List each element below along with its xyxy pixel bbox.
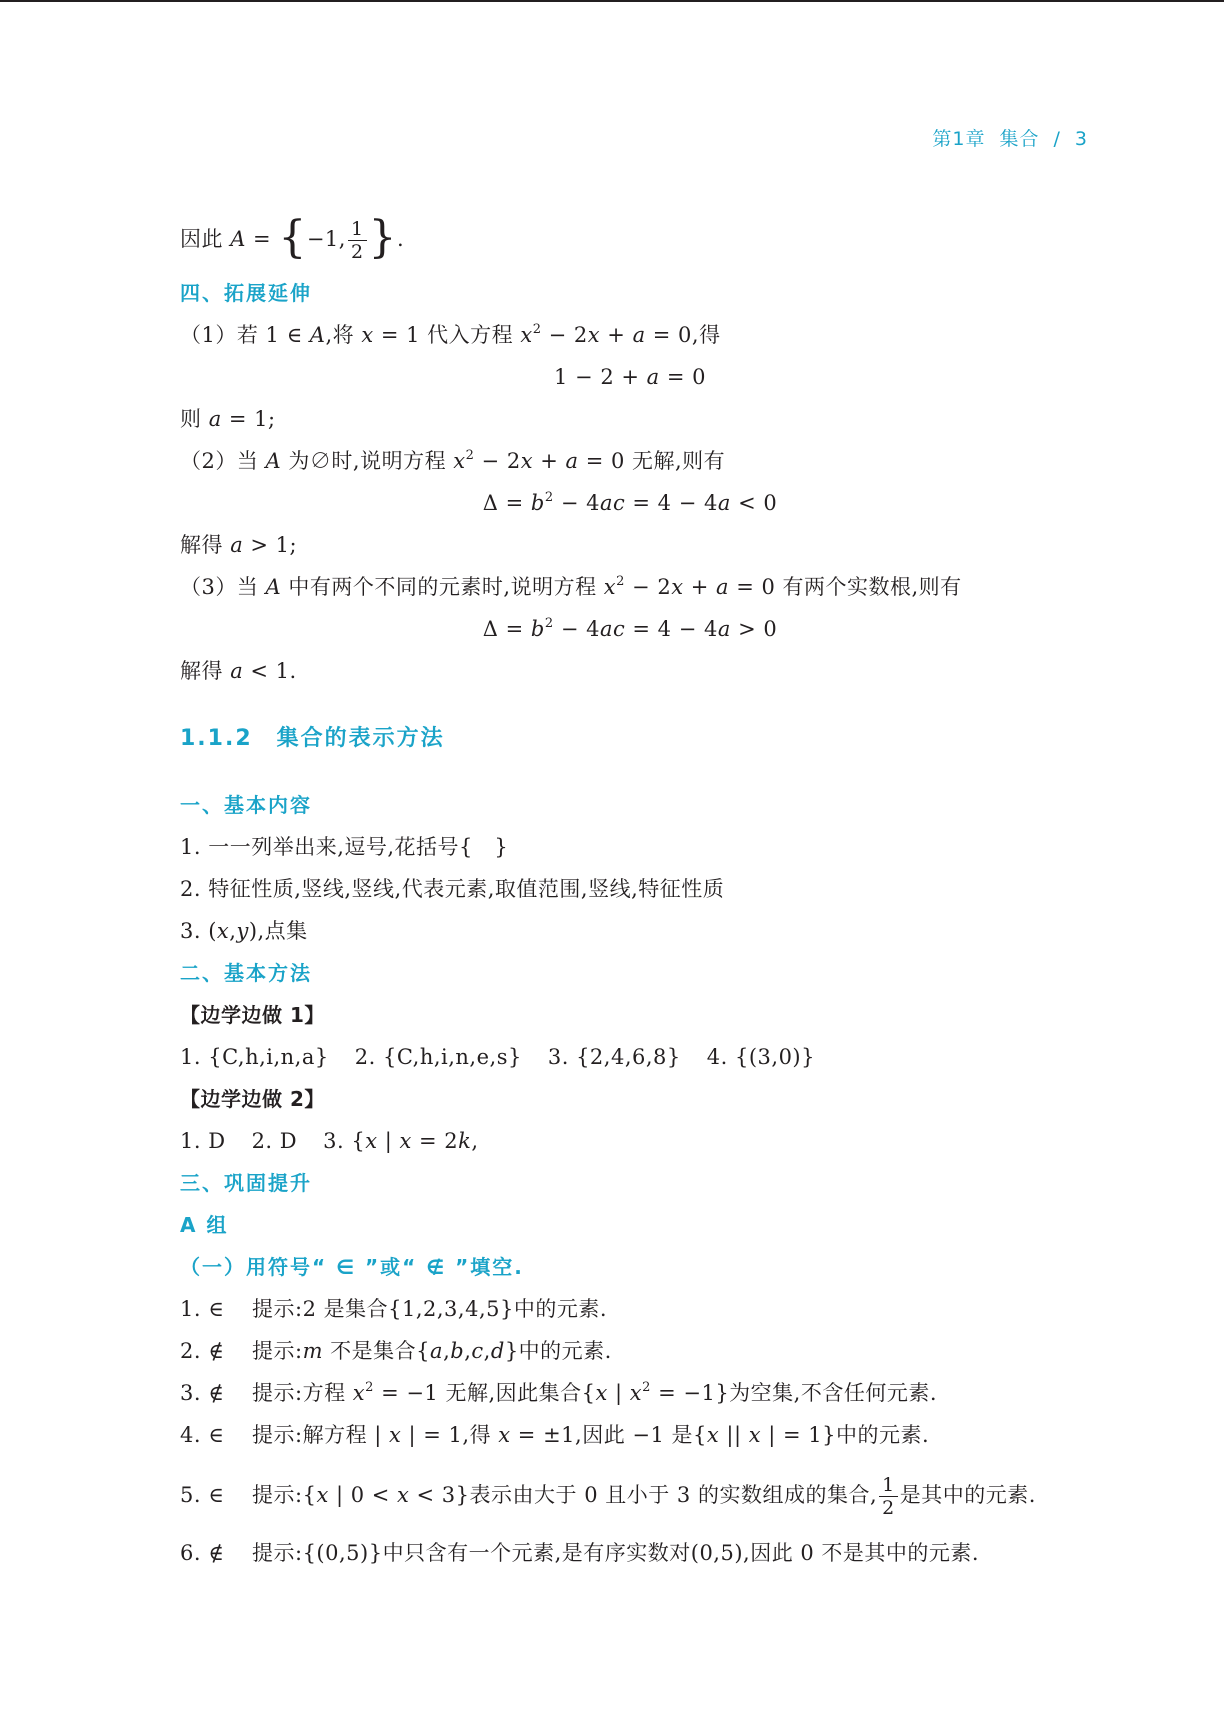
text-fragment: b	[530, 617, 545, 641]
chapter-title: 集合	[999, 128, 1040, 150]
text-fragment: | = 1}中的元素.	[761, 1423, 930, 1447]
heading-basic-method: 二、基本方法	[180, 961, 312, 985]
text-fragment: }中的元素.	[504, 1339, 612, 1363]
text-fragment: 2	[350, 241, 364, 263]
text-fragment: d	[490, 1339, 505, 1363]
text-fragment: = 4 − 4	[625, 491, 718, 515]
section-title	[180, 724, 445, 754]
heading-extension: 四、拓展延伸	[180, 281, 312, 305]
exercise-label-1: 【边学边做 1】	[180, 1003, 325, 1027]
text-fragment: 1	[348, 218, 367, 241]
text-fragment: 2. {C,h,i,n,e,s}	[354, 1045, 522, 1069]
text-fragment: a	[230, 533, 244, 557]
text-fragment: c	[471, 1339, 484, 1363]
text-fragment: 2. ∉	[180, 1339, 225, 1363]
text-fragment: 4. ∈	[180, 1423, 225, 1447]
text-fragment: | 0 <	[328, 1483, 398, 1507]
heading-consolidate: 三、巩固提升	[180, 1171, 312, 1195]
text-fragment: x	[595, 1381, 608, 1405]
text-fragment: ,	[471, 1129, 479, 1153]
text-fragment: a	[717, 491, 731, 515]
answer-6	[180, 1538, 979, 1568]
text-fragment: = 4 − 4	[625, 617, 718, 641]
text-fragment: ac	[599, 617, 626, 641]
text-fragment: 中有两个不同的元素时,说明方程	[281, 575, 604, 599]
text-fragment: 提示:方程	[252, 1381, 353, 1405]
text-fragment: .	[397, 227, 405, 251]
conclusion-line	[180, 212, 405, 263]
equation-3	[180, 614, 1080, 644]
text-fragment: +	[600, 323, 633, 347]
text-fragment: − 4	[553, 491, 600, 515]
text-fragment: = 2	[411, 1129, 459, 1153]
text-fragment: > 1;	[243, 533, 298, 557]
text-fragment: |	[607, 1381, 630, 1405]
answer-2	[180, 1336, 612, 1366]
fraction-half	[348, 218, 367, 263]
text-fragment: =	[245, 227, 279, 251]
extension-item-2	[180, 446, 725, 476]
text-fragment: 提示:{(0,5)}中只含有一个元素,是有序实数对(0,5),因此 0 不是其中的元素.	[252, 1541, 980, 1565]
text-fragment: （1）若 1 ∈	[180, 323, 310, 347]
text-fragment: x	[397, 1483, 410, 1507]
chapter-number: 第1章	[932, 128, 986, 150]
exercise-label-2: 【边学边做 2】	[180, 1087, 325, 1111]
text-fragment: 2	[882, 1497, 895, 1519]
text-fragment: 5. ∈	[180, 1483, 225, 1507]
text-fragment: x	[520, 449, 534, 473]
text-fragment: = 0 无解,则有	[578, 449, 726, 473]
part-1-instruction: （一）用符号“ ∈ ”或“ ∉ ”填空.	[180, 1255, 524, 1279]
running-head	[918, 124, 1088, 151]
answer-4	[180, 1420, 929, 1450]
text-fragment: 因此	[180, 227, 231, 251]
text-fragment: 1	[879, 1474, 898, 1497]
header-separator: /	[1053, 128, 1061, 150]
group-a-label: A 组	[180, 1213, 229, 1237]
text-fragment: b	[450, 1339, 465, 1363]
text-fragment: x	[399, 1129, 412, 1153]
text-fragment: = ±1,因此 −1 是{	[510, 1423, 707, 1447]
text-fragment: − 4	[553, 617, 600, 641]
text-fragment: ),点集	[248, 919, 308, 943]
text-fragment: a	[717, 617, 731, 641]
section-number: 1.1.2	[180, 726, 253, 751]
text-fragment: a	[565, 449, 579, 473]
text-fragment: 为∅时,说明方程	[281, 449, 454, 473]
text-fragment: 2	[642, 1380, 651, 1395]
text-fragment: 2. D	[251, 1129, 298, 1153]
text-fragment: （2）当	[180, 449, 266, 473]
text-fragment: 4. {(3,0)}	[706, 1045, 815, 1069]
text-fragment: }	[368, 212, 398, 263]
text-fragment: x	[520, 323, 533, 347]
text-fragment: 则	[180, 407, 209, 431]
text-fragment: < 3}表示由大于 0 且小于 3 的实数组成的集合,	[409, 1483, 878, 1507]
text-fragment: 3. {	[323, 1129, 366, 1153]
text-fragment: 是其中的元素.	[899, 1483, 1036, 1507]
text-fragment: ,	[443, 1339, 451, 1363]
text-fragment: 解得	[180, 659, 231, 683]
text-fragment: x	[316, 1483, 329, 1507]
exercise-answers-2	[180, 1126, 479, 1156]
extension-item-1	[180, 320, 721, 350]
text-fragment: m	[302, 1339, 323, 1363]
section-name: 集合的表示方法	[276, 726, 445, 751]
text-fragment: | = 1,得	[401, 1423, 499, 1447]
text-fragment: −1,	[306, 227, 346, 251]
text-fragment: x	[361, 323, 374, 347]
text-fragment: A	[230, 227, 246, 251]
basic-content-1: 1. 一一列举出来,逗号,花括号{ }	[180, 835, 509, 859]
text-fragment: x	[587, 323, 601, 347]
equation-2	[180, 488, 1080, 518]
text-fragment: = 0	[659, 365, 706, 389]
extension-result-3	[180, 656, 297, 686]
text-fragment: 2	[544, 490, 554, 505]
answer-5	[180, 1474, 1036, 1519]
text-fragment: x	[453, 449, 466, 473]
text-fragment: x	[748, 1423, 762, 1447]
text-fragment: |	[377, 1129, 400, 1153]
text-fragment: A	[265, 575, 282, 599]
basic-content-2: 2. 特征性质,竖线,竖线,代表元素,取值范围,竖线,特征性质	[180, 877, 725, 901]
text-fragment: +	[533, 449, 566, 473]
text-fragment: Δ =	[482, 491, 531, 515]
text-fragment: ,	[483, 1339, 491, 1363]
text-fragment: a	[208, 407, 222, 431]
heading-basic-content: 一、基本内容	[180, 793, 312, 817]
text-fragment: 1 − 2 +	[554, 365, 647, 389]
text-fragment: y	[236, 919, 249, 943]
text-fragment: x	[629, 1381, 643, 1405]
text-fragment: x	[352, 1381, 366, 1405]
text-fragment: 1. D	[180, 1129, 226, 1153]
text-fragment: − 2	[474, 449, 521, 473]
text-fragment: 1. ∈	[180, 1297, 225, 1321]
answer-3	[180, 1378, 937, 1408]
exercise-answers-1	[180, 1042, 815, 1072]
basic-content-3	[180, 916, 308, 946]
text-fragment: 不是集合{	[323, 1339, 431, 1363]
text-fragment: a	[230, 659, 244, 683]
text-fragment: = 1;	[221, 407, 276, 431]
text-fragment: a	[430, 1339, 444, 1363]
text-fragment: a	[632, 323, 646, 347]
text-fragment: 6. ∉	[180, 1541, 225, 1565]
text-fragment: x	[498, 1423, 511, 1447]
text-fragment: x	[365, 1129, 378, 1153]
text-fragment: 提示:{	[252, 1483, 317, 1507]
text-fragment: b	[530, 491, 545, 515]
answer-1	[180, 1294, 607, 1324]
text-fragment: x	[706, 1423, 720, 1447]
text-fragment: x	[671, 575, 684, 599]
text-fragment: 解得	[180, 533, 231, 557]
text-fragment: 3. {2,4,6,8}	[547, 1045, 681, 1069]
text-fragment: = 0,得	[645, 323, 721, 347]
text-fragment: k	[458, 1129, 472, 1153]
text-fragment: > 0	[730, 617, 778, 641]
text-fragment: = −1}为空集,不含任何元素.	[650, 1381, 938, 1405]
text-fragment: a	[646, 365, 660, 389]
equation-1	[180, 362, 1080, 392]
text-fragment: A	[265, 449, 282, 473]
text-fragment: x	[216, 919, 230, 943]
text-fragment: = 1 代入方程	[373, 323, 521, 347]
text-fragment: − 2	[624, 575, 672, 599]
extension-result-2	[180, 530, 297, 560]
text-fragment: 提示:	[252, 1339, 303, 1363]
text-fragment: Δ =	[482, 617, 531, 641]
text-fragment: ,将	[325, 323, 362, 347]
text-fragment: 2	[465, 448, 475, 463]
text-fragment: 提示:解方程 |	[252, 1423, 390, 1447]
text-fragment: 2	[544, 616, 554, 631]
text-fragment: a	[715, 575, 730, 599]
extension-item-3	[180, 572, 962, 602]
text-fragment: {	[278, 212, 307, 263]
text-fragment: 2	[365, 1380, 374, 1395]
top-rule	[0, 0, 1224, 2]
text-fragment: （3）当	[180, 575, 266, 599]
text-fragment: A	[309, 323, 326, 347]
text-fragment: = 0 有两个实数根,则有	[729, 575, 962, 599]
text-fragment: x	[603, 575, 617, 599]
text-fragment: 3. (	[180, 919, 217, 943]
text-fragment: +	[683, 575, 716, 599]
page-number: 3	[1074, 128, 1088, 150]
text-fragment: 提示:2 是集合{1,2,3,4,5}中的元素.	[252, 1297, 608, 1321]
text-fragment: < 1.	[243, 659, 297, 683]
text-fragment: 2	[532, 322, 542, 337]
extension-result-1	[180, 404, 276, 434]
text-fragment: ac	[599, 491, 626, 515]
text-fragment: 3. ∉	[180, 1381, 225, 1405]
text-fragment: 2	[616, 574, 625, 589]
text-fragment: ,	[229, 919, 237, 943]
text-fragment: = −1 无解,因此集合{	[373, 1381, 596, 1405]
text-fragment: < 0	[730, 491, 778, 515]
text-fragment: ||	[719, 1423, 749, 1447]
text-fragment: 1. {C,h,i,n,a}	[180, 1045, 329, 1069]
fraction-half-answer	[879, 1474, 898, 1519]
text-fragment: ,	[464, 1339, 472, 1363]
text-fragment: x	[389, 1423, 402, 1447]
text-fragment: − 2	[541, 323, 588, 347]
